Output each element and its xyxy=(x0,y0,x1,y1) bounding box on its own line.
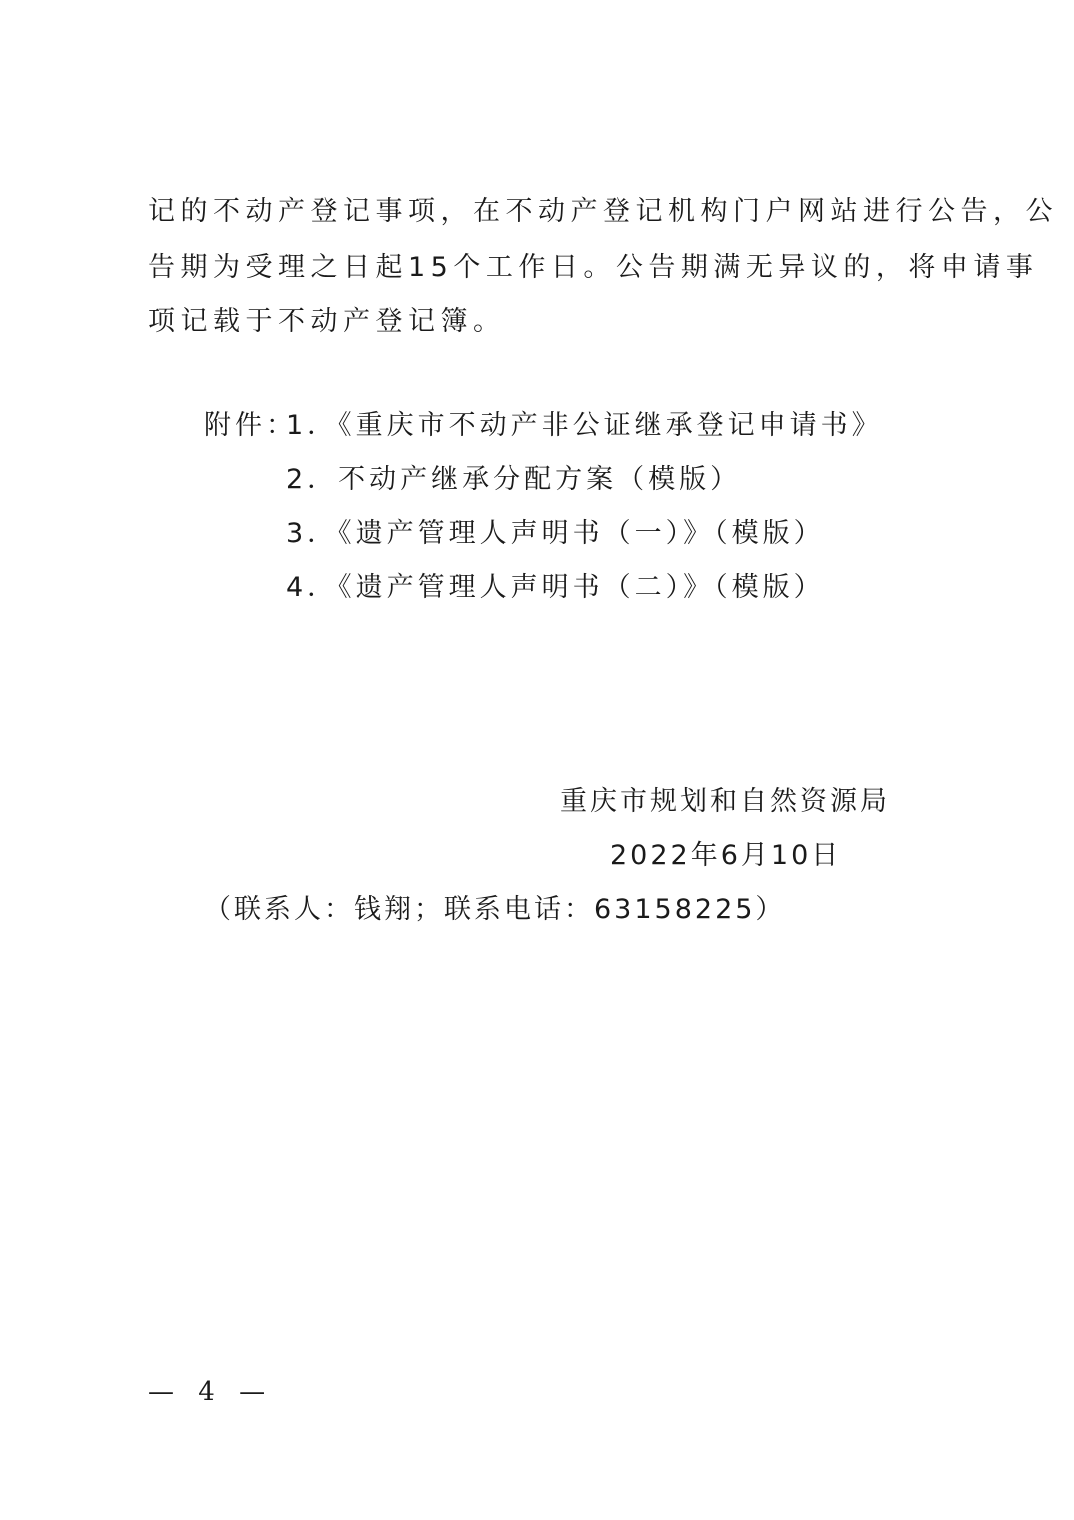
contact-info: （联系人：钱翔；联系电话：63158225） xyxy=(204,894,786,925)
body-text-line-3: 项记载于不动产登记簿。 xyxy=(148,306,506,337)
issue-date: 2022年6月10日 xyxy=(610,840,842,871)
attachment-item-1: 1．《重庆市不动产非公证继承登记申请书》 xyxy=(286,410,883,441)
body-text-line-1: 记的不动产登记事项，在不动产登记机构门户网站进行公告，公 xyxy=(148,196,1058,227)
issuing-organization: 重庆市规划和自然资源局 xyxy=(560,786,890,817)
attachments-label: 附件： xyxy=(204,410,297,441)
page-number: — 4 — xyxy=(148,1377,274,1407)
body-text-line-2: 告期为受理之日起15个工作日。公告期满无异议的，将申请事 xyxy=(148,252,1039,283)
attachment-item-2: 2．不动产继承分配方案（模版） xyxy=(286,464,742,495)
attachment-item-4: 4．《遗产管理人声明书（二）》（模版） xyxy=(286,572,825,603)
attachment-item-3: 3．《遗产管理人声明书（一）》（模版） xyxy=(286,518,825,549)
